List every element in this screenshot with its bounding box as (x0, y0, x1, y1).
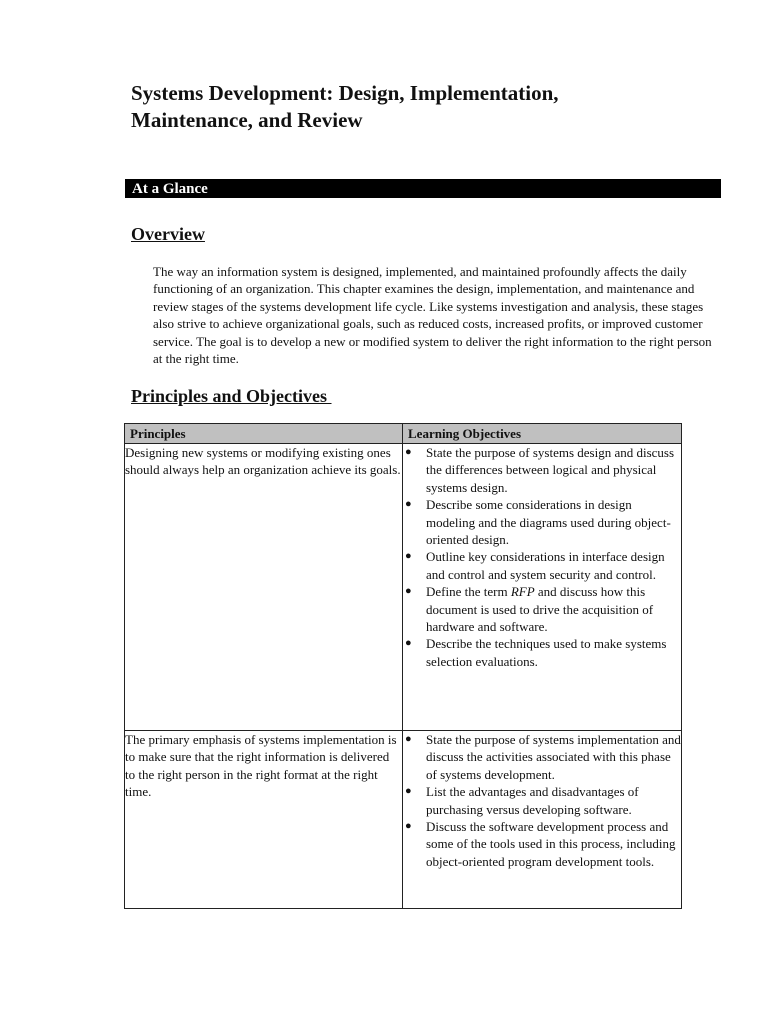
bullet-icon: ● (405, 785, 412, 798)
at-a-glance-bar (125, 179, 721, 198)
bullet-icon: ● (405, 637, 412, 650)
table-header-row (125, 424, 682, 444)
bullet-icon: ● (405, 550, 412, 563)
objective-text: State the purpose of systems design and discuss the differences between logical and physical systems design. (426, 445, 675, 495)
objective-item (403, 444, 681, 496)
objective-text: State the purpose of systems implementation and discuss the activities associated with this phase of systems development. (426, 732, 681, 782)
objective-text: Discuss the software development process and some of the tools used in this process, including object-oriented program development tools. (426, 819, 676, 869)
objective-text: List the advantages and disadvantages of purchasing versus developing software. (426, 784, 639, 817)
objectives-list (403, 444, 681, 670)
objectives-cell (403, 731, 682, 909)
overview-heading: Overview (131, 224, 205, 244)
overview-paragraph: The way an information system is designed, implemented, and maintained profoundly affects the daily functioning of an organization. This chapter examines the design, implementation, and maintenance and review stages of the systems development life cycle. Like systems investigation and analysis, these stages also strive to achieve organizational goals, such as reduced costs, increased profits, or improved customer service. The goal is to develop a new or modified system to deliver the right information to the right person at the right time. (153, 264, 712, 367)
principles-objectives-heading: Principles and Objectives (131, 386, 332, 406)
objective-item (403, 548, 681, 583)
table-row (125, 444, 682, 731)
document-title (131, 80, 691, 134)
bullet-icon: ● (405, 498, 412, 511)
title-line-2: Maintenance, and Review (131, 108, 363, 132)
bullet-icon: ● (405, 733, 412, 745)
objective-text: Describe some considerations in design modeling and the diagrams used during object-oriented design. (426, 497, 671, 548)
table-row (125, 731, 682, 909)
objective-text: Outline key considerations in interface design and control and system security and control. (426, 549, 665, 582)
bullet-icon: ● (405, 446, 412, 458)
bullet-icon: ● (405, 820, 412, 833)
principles-objectives-table (124, 423, 682, 909)
principle-cell: Designing new systems or modifying existing ones should always help an organization achieve its goals. (125, 444, 403, 731)
objective-item (403, 731, 681, 783)
objective-item (403, 818, 681, 870)
objectives-column-header: Learning Objectives (403, 424, 682, 444)
objectives-list (403, 731, 681, 870)
objective-text: Describe the techniques used to make systems selection evaluations. (426, 636, 667, 669)
objective-item (403, 783, 681, 818)
objective-item (403, 496, 681, 548)
title-line-1: Systems Development: Design, Implementation, (131, 81, 559, 105)
objective-item (403, 635, 681, 670)
objectives-cell (403, 444, 682, 731)
bullet-icon: ● (405, 585, 412, 598)
principle-cell: The primary emphasis of systems implementation is to make sure that the right information is delivered to the right person in the right format at the right time. (125, 731, 403, 909)
principles-column-header: Principles (125, 424, 403, 444)
objective-text-before: Define the term (426, 584, 511, 600)
objective-text-after: and discuss how this document is used to drive the acquisition of hardware and software. (426, 584, 654, 635)
objective-item (403, 583, 681, 635)
at-a-glance-label: At a Glance (132, 181, 208, 197)
rfp-term: RFP (510, 584, 535, 600)
